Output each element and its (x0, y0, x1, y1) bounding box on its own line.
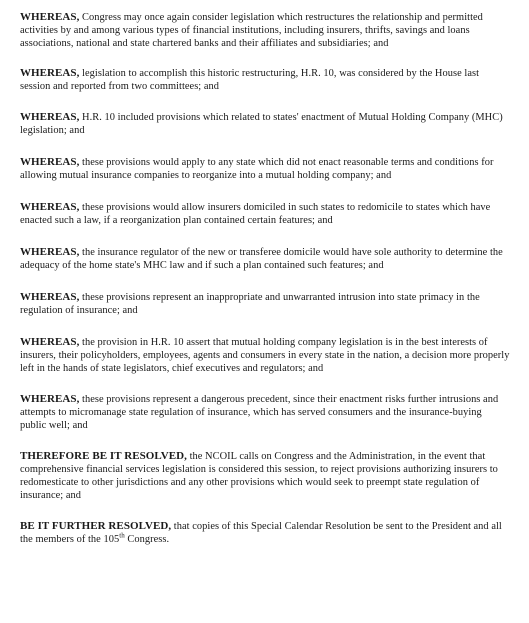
whereas-lead: WHEREAS, (20, 111, 80, 123)
resolved-lead: THEREFORE BE IT RESOLVED, (20, 450, 187, 462)
paragraph-text: the NCOIL calls on Congress and the Administration, in the event that comprehensive financial services legislation is considered this session, to reject provisions authorizing insurers to redomesticate to other jurisdictions and any other provisions which would seek to preempt state regulation of insurance; and (20, 451, 498, 501)
paragraph-text: the provision in H.R. 10 assert that mutual holding company legislation is in the best interests of insurers, their policyholders, employees, agents and consumers in every state in the nation, a decision more properly left in the hands of state legislators, chief executives and regulators; and (20, 337, 510, 374)
whereas-paragraph-7 (20, 291, 510, 317)
further-resolved-lead: BE IT FURTHER RESOLVED, (20, 520, 172, 532)
whereas-paragraph-6 (20, 246, 510, 272)
paragraph-text: these provisions would allow insurers domiciled in such states to redomicile to states which have enacted such a law, if a reorganization plan contained certain features; and (20, 202, 491, 226)
whereas-lead: WHEREAS, (20, 201, 80, 213)
paragraph-text: H.R. 10 included provisions which related to states' enactment of Mutual Holding Company (MHC) legislation; and (20, 112, 503, 136)
paragraph-text: the insurance regulator of the new or transferee domicile would have sole authority to determine the adequacy of the home state's MHC law and if such a plan contained such features; and (20, 247, 503, 271)
paragraph-text: these provisions represent a dangerous precedent, since their enactment risks further intrusions and attempts to micromanage state regulation of insurance, which has served consumers and the insurance-buying public well; and (20, 394, 499, 431)
whereas-paragraph-5 (20, 201, 510, 227)
resolution-document (20, 11, 510, 564)
whereas-lead: WHEREAS, (20, 67, 80, 79)
paragraph-text: these provisions would apply to any state which did not enact reasonable terms and conditions for allowing mutual insurance companies to reorganize into a mutual holding company; and (20, 157, 494, 181)
whereas-paragraph-8 (20, 336, 510, 375)
whereas-paragraph-9 (20, 393, 510, 432)
whereas-paragraph-3 (20, 111, 510, 137)
whereas-paragraph-1 (20, 11, 510, 50)
paragraph-text: legislation to accomplish this historic restructuring, H.R. 10, was considered by the House last session and reported from two committees; and (20, 68, 480, 92)
ordinal-superscript: th (119, 531, 125, 540)
paragraph-text-end: Congress. (124, 534, 170, 545)
paragraph-text: these provisions represent an inappropriate and unwarranted intrusion into state primacy in the regulation of insurance; and (20, 292, 480, 316)
whereas-lead: WHEREAS, (20, 336, 80, 348)
whereas-lead: WHEREAS, (20, 291, 80, 303)
whereas-paragraph-4 (20, 156, 510, 182)
whereas-lead: WHEREAS, (20, 246, 80, 258)
resolved-paragraph (20, 450, 510, 502)
paragraph-text: Congress may once again consider legislation which restructures the relationship and permitted activities by and among various types of financial institutions, including insurers, thrifts, savings and loans associations, national and state chartered banks and their affiliates and subsidiaries; and (20, 12, 483, 49)
whereas-lead: WHEREAS, (20, 11, 80, 23)
whereas-paragraph-2 (20, 67, 510, 93)
further-resolved-paragraph (20, 520, 510, 546)
whereas-lead: WHEREAS, (20, 156, 80, 168)
whereas-lead: WHEREAS, (20, 393, 80, 405)
paragraph-text: that copies of this Special Calendar Resolution be sent to the President and all the members of the 105 (20, 521, 502, 545)
